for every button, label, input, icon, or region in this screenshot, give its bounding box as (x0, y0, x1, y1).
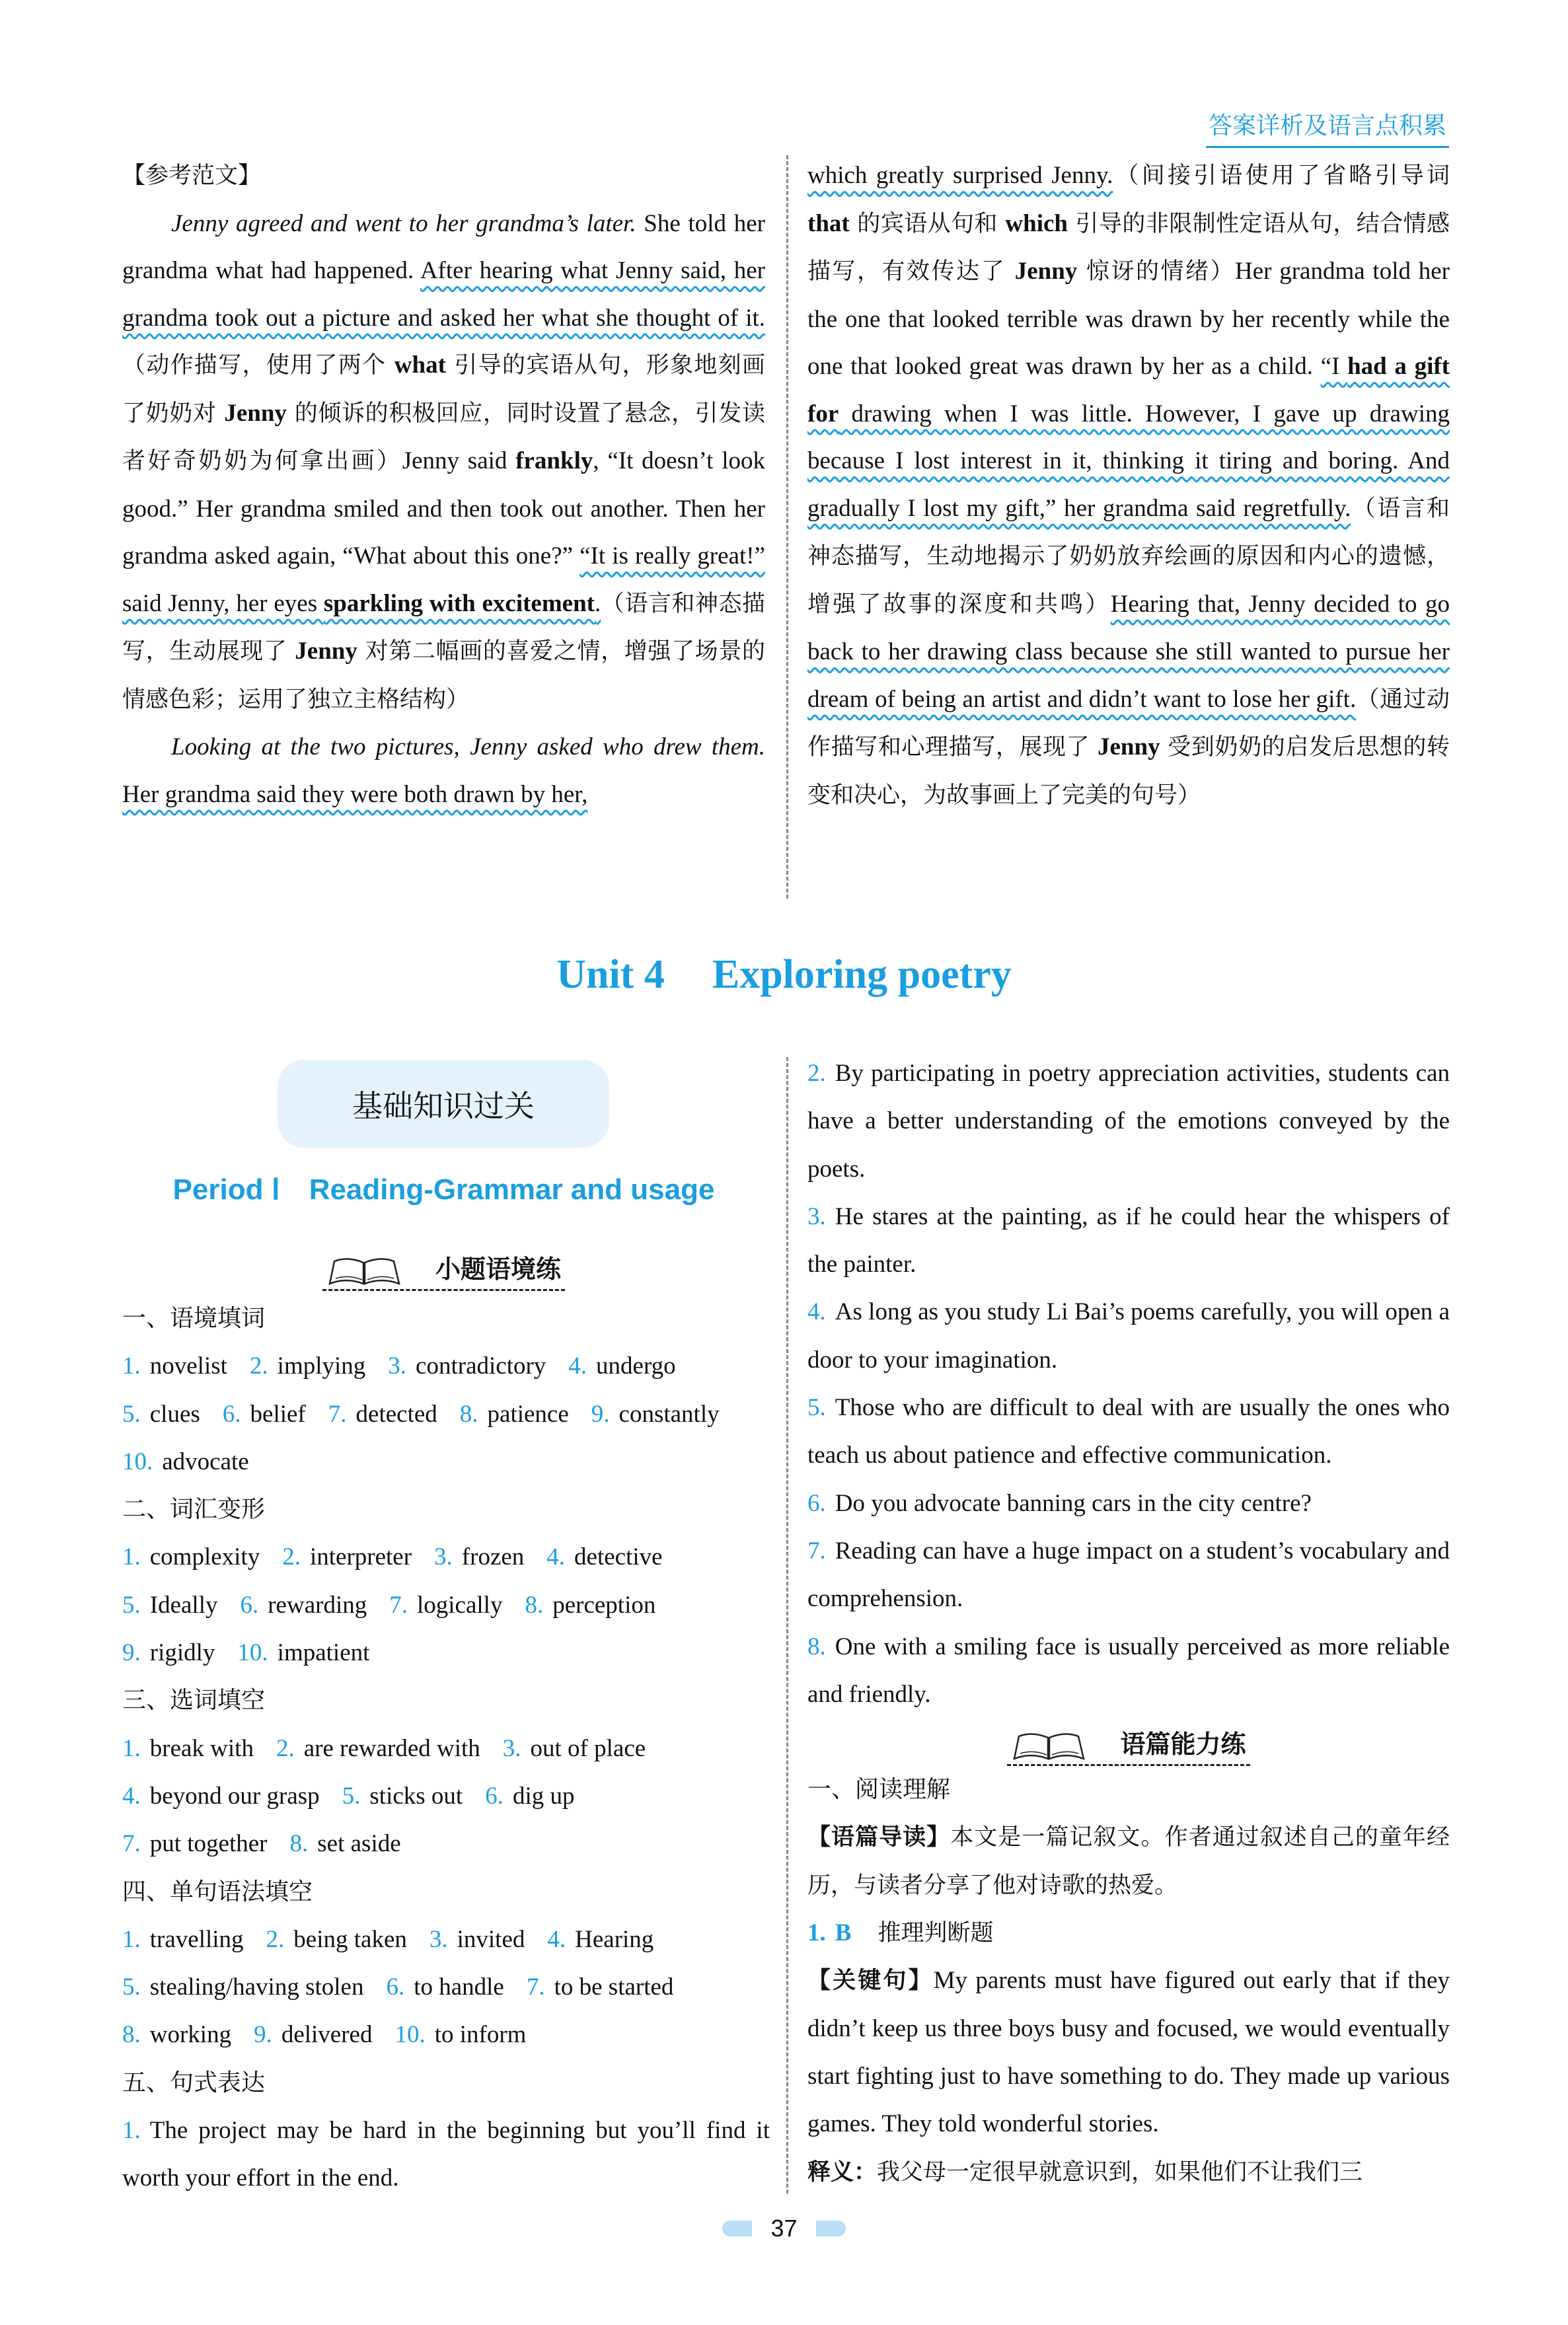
answer-number: 8. (525, 1591, 544, 1619)
answer-number: 5. (122, 1974, 141, 2001)
period-number: Period Ⅰ (172, 1173, 280, 1206)
answer-text: Reading can have a huge impact on a student’s vocabulary and comprehension. (807, 1537, 1450, 1613)
answer-number: 8. (459, 1400, 478, 1428)
highlighted-sentence: Hearing that, Jenny decided to go back to her drawing class because she still wanted to pursue her dream of being an artist and didn’t want to lose her gift. (807, 590, 1450, 713)
annotation-text: 引导的非限制性定语从句，结合情感描写，有效传达了 (807, 210, 1450, 285)
answer-number: 6. (485, 1782, 504, 1810)
answer-text: constantly (618, 1400, 720, 1428)
answer-text: belief (250, 1400, 306, 1428)
highlighted-sentence: which greatly surprised Jenny. (807, 162, 1113, 189)
answer-number: 5. (122, 1400, 141, 1428)
guide-text: 本文是一篇记叙文。作者通过叙述自己的童年经历，与读者分享了他对诗歌的热爱。 (807, 1824, 1450, 1899)
highlighted-sentence: “I (1320, 353, 1348, 380)
exercise-answers-right (807, 1050, 1450, 2196)
essay-text: She told her grandma what had happened. (122, 209, 765, 284)
paraphrase (807, 2149, 1450, 2196)
answer-line (122, 1533, 770, 1581)
answer-item (122, 1830, 268, 1857)
answer-item (546, 1543, 662, 1570)
annotation-text: （语言和神态描写，生动地揭示了奶奶放弃绘画的原因和内心的遗憾，增强了故事的深度和共鸣） (807, 495, 1450, 618)
highlighted-sentence: sparkling with excitement (323, 589, 595, 617)
answer-item (240, 1592, 367, 1619)
answer-text: dig up (512, 1782, 575, 1810)
answer-number: 7. (807, 1537, 826, 1565)
answer-number: 4. (122, 1782, 141, 1810)
answer-sentence (122, 2107, 770, 2203)
answer-text: advocate (162, 1448, 249, 1475)
annotation-text: （间接引语使用了省略引导词 (1113, 163, 1450, 189)
answer-number: 6. (807, 1489, 826, 1517)
answer-number: 9. (254, 2021, 272, 2049)
answer-number: 6. (222, 1400, 241, 1428)
answer-number: 10. (237, 1639, 268, 1667)
answer-text: beyond our grasp (149, 1782, 320, 1810)
answer-text: sticks out (369, 1782, 463, 1810)
unit-name: Exploring poetry (712, 952, 1012, 997)
answer-number: 1. (122, 1543, 141, 1571)
answer-text: travelling (149, 1925, 244, 1953)
answer-number: 9. (122, 1639, 141, 1667)
essay-text: Jenny (1014, 258, 1078, 285)
answer-text: detective (574, 1543, 663, 1571)
answer-text: complexity (149, 1543, 260, 1571)
model-essay-left-column (122, 152, 765, 818)
highlighted-sentence: Her grandma said they were both drawn by her, (122, 780, 588, 808)
exercise-group-title: 一、语境填词 (122, 1305, 266, 1332)
answer-text: working (149, 2021, 232, 2049)
answer-item (388, 1352, 546, 1380)
answer-number: 8. (122, 2021, 141, 2049)
highlighted-sentence: “It is really great!” said Jenny, her eyes (122, 542, 765, 617)
answer-text: to handle (414, 1974, 504, 2001)
essay-text: Jenny (1098, 733, 1160, 760)
answer-text: The project may be hard in the beginning but you’ll find it worth your effort in the end. (122, 2117, 770, 2192)
essay-paragraph (122, 723, 765, 818)
answer-item (122, 1401, 200, 1428)
annotation-text: 受到奶奶的启发后思想的转变和决心，为故事画上了完美的句号） (807, 734, 1450, 809)
answer-item (591, 1401, 720, 1428)
reading-guide (807, 1814, 1450, 1909)
answer-number: 1. (122, 2117, 141, 2145)
answer-item (527, 1974, 674, 2001)
answer-number: 1. (807, 1919, 826, 1947)
answer-text: detected (355, 1400, 437, 1428)
answer-text: He stares at the painting, as if he could hear the whispers of the painter. (807, 1202, 1450, 1278)
answer-text: clues (149, 1400, 200, 1428)
answer-item (122, 1543, 260, 1570)
essay-text: Jenny said (402, 447, 516, 474)
answer-text: Hearing (575, 1925, 654, 1953)
essay-text: Jenny (295, 638, 357, 665)
answer-item (290, 1830, 401, 1857)
guide-label: 【语篇导读】 (807, 1824, 951, 1851)
answer-item (394, 2021, 526, 2048)
answer-line (122, 1438, 770, 1486)
exercise-group-title: 三、选词填空 (122, 1687, 266, 1715)
answer-number: 7. (328, 1400, 347, 1428)
answer-item (429, 1926, 525, 1953)
answer-text: contradictory (416, 1352, 546, 1380)
reading-title: 一、阅读理解 (807, 1776, 951, 1804)
period-name: Reading-Grammar and usage (309, 1173, 715, 1206)
answer-sentence (807, 1288, 1450, 1384)
key-sentence (807, 1957, 1450, 2148)
answer-number: 1. (122, 1352, 141, 1380)
answer-text: By participating in poetry appreciation activities, students can have a better understanding of the emotions conveyed by the poets. (807, 1060, 1450, 1183)
answer-item (250, 1352, 365, 1380)
paraphrase-text: 我父母一定很早就意识到，如果他们不让我们三 (877, 2159, 1363, 2186)
answer-item (503, 1735, 646, 1762)
answer-number: 5. (807, 1394, 826, 1422)
answer-text: Those who are difficult to deal with are usually the ones who teach us about patience and effective communication. (807, 1394, 1450, 1469)
paraphrase-label: 释义： (807, 2159, 877, 2186)
essay-paragraph (122, 200, 765, 724)
annotation-text: 引导的宾语从句，形象地刻画了奶奶对 (122, 352, 765, 427)
answer-text: being taken (293, 1925, 407, 1953)
answer-item (122, 1352, 227, 1380)
answer-number: 5. (342, 1782, 361, 1810)
answer-line (122, 1582, 770, 1629)
answer-number: 3. (502, 1734, 521, 1762)
answer-text: undergo (596, 1352, 676, 1380)
answer-number: 3. (388, 1352, 407, 1380)
answer-number: 4. (568, 1352, 587, 1380)
answer-text: rigidly (149, 1639, 215, 1667)
model-essay-right-column (807, 152, 1450, 819)
highlighted-sentence: had a gift for (807, 353, 1450, 427)
answer-text: out of place (530, 1734, 646, 1762)
essay-text: which (1005, 209, 1068, 237)
essay-text: that (807, 209, 850, 237)
answer-type: 推理判断题 (877, 1920, 994, 1947)
annotation-text: 对第二幅画的喜爱之情，增强了场景的情感色彩；运用了独立主格结构） (122, 638, 765, 713)
answer-number: 7. (526, 1974, 545, 2001)
highlighted-sentence: . (595, 589, 601, 617)
column-divider (786, 155, 788, 899)
answer-number: 8. (289, 1830, 309, 1858)
answer-item (122, 1735, 254, 1762)
answer-line (122, 1820, 770, 1868)
answer-text: rewarding (268, 1591, 367, 1619)
answer-item (223, 1401, 306, 1428)
open-book-icon (326, 1255, 402, 1288)
answer-number: 2. (249, 1352, 268, 1380)
annotation-text: 的宾语从句和 (849, 210, 1006, 237)
answer-number: 7. (389, 1591, 408, 1619)
answer-number: 8. (807, 1633, 826, 1660)
answer-text: break with (149, 1734, 254, 1762)
answer-line (122, 1343, 770, 1390)
answer-number: 3. (807, 1202, 826, 1230)
answer-line (122, 1391, 770, 1438)
answer-text: perception (552, 1591, 656, 1619)
exercise-group-title: 二、词汇变形 (122, 1496, 266, 1524)
answer-text: interpreter (309, 1543, 412, 1571)
answer-item (389, 1592, 502, 1619)
annotation-text: 【参考范文】 (122, 163, 262, 189)
key-label: 【关键句】 (807, 1968, 934, 1995)
answer-number: 1. (122, 1734, 141, 1762)
answer-text: invited (457, 1925, 525, 1953)
essay-text: Looking at the two pictures, Jenny asked who drew them. (171, 733, 765, 760)
answer-sentence (807, 1050, 1450, 1193)
answer-number: 2. (276, 1734, 295, 1762)
essay-text: what (394, 351, 446, 379)
answer-item (237, 1639, 369, 1666)
answer-text: novelist (149, 1352, 227, 1380)
answer-item (266, 1926, 407, 1953)
answer-line (807, 1909, 1450, 1957)
answer-item (386, 1974, 504, 2001)
annotation-text: （语言和神态描写，生动展现了 (122, 590, 765, 665)
answer-item (122, 1592, 217, 1619)
answer-item (122, 1974, 363, 2001)
answer-line (122, 1629, 770, 1677)
answer-item (122, 1448, 249, 1475)
answer-sentence (807, 1528, 1450, 1623)
answer-text: are rewarded with (303, 1734, 480, 1762)
answer-text: impatient (277, 1639, 370, 1667)
answer-item (276, 1735, 480, 1762)
page-pill-right (816, 2221, 846, 2236)
answer-line (122, 1964, 770, 2011)
answer-text: to be started (554, 1974, 674, 2001)
answer-number: 4. (546, 1543, 566, 1571)
answer-item (328, 1401, 437, 1428)
page-number-text: 37 (770, 2215, 798, 2242)
essay-text: Jenny (224, 399, 287, 427)
answer-number: 9. (591, 1400, 610, 1428)
answer-text: set aside (317, 1830, 401, 1858)
essay-text: Jenny agreed and went to her grandma’s later. (171, 209, 636, 237)
answer-item (434, 1543, 524, 1570)
essay-text: , “It doesn’t look good.” Her grandma smiled and then took out another. Then her grandma asked again, “What about this one?” (122, 447, 765, 570)
highlighted-sentence: drawing when I was little. However, I gave up drawing because I lost interest in it, thinking it tiring and boring. And gradually I lost my gift,” her grandma said regretfully. (807, 400, 1450, 522)
answer-text: patience (487, 1400, 569, 1428)
answer-sentence (807, 1384, 1450, 1480)
page-number (0, 2215, 1568, 2242)
answer-number: 2. (266, 1925, 285, 1953)
answer-number: 6. (386, 1974, 405, 2001)
exercise-group-title: 五、句式表达 (122, 2069, 266, 2096)
answer-sentence (807, 1193, 1450, 1289)
answer-text: frozen (461, 1543, 525, 1571)
answer-number: 4. (807, 1298, 826, 1326)
answer-text: delivered (281, 2021, 373, 2049)
answer-text: stealing/having stolen (149, 1974, 364, 2001)
answer-number: 7. (122, 1830, 141, 1858)
essay-text: frankly (515, 447, 593, 474)
answer-line (122, 1725, 770, 1773)
exercise-answers-left (122, 1255, 770, 2203)
essay-paragraph (122, 152, 765, 200)
running-header: 答案详析及语言点积累 (1206, 107, 1449, 148)
exercise-group-title: 四、单句语法填空 (122, 1878, 313, 1905)
answer-item (122, 1639, 215, 1666)
page-pill-left (722, 2221, 752, 2236)
answer-text: to inform (434, 2021, 527, 2049)
answer-item (122, 2021, 231, 2048)
answer-item (254, 2021, 372, 2048)
answer-item (525, 1592, 655, 1619)
answer-text: As long as you study Li Bai’s poems carefully, you will open a door to your imagination. (807, 1298, 1450, 1374)
answer-item (122, 1783, 320, 1810)
answer-number: 2. (807, 1060, 826, 1087)
section-head-small-practice (122, 1243, 765, 1291)
answer-number: 2. (282, 1543, 301, 1571)
answer-line (122, 1916, 770, 1964)
answer-text: Ideally (149, 1591, 218, 1619)
annotation-text: （通过动作描写和心理描写，展现了 (807, 686, 1450, 760)
answer-item (282, 1543, 412, 1570)
section-head-label: 小题语境练 (435, 1255, 561, 1284)
key-text: My parents must have figured out early that if they didn’t keep us three boys busy and focused, we would eventually start fighting just to have something to do. They made up various games. They told wonderful stories. (807, 1967, 1450, 2138)
answer-number: 10. (122, 1448, 153, 1475)
answer-text: implying (277, 1352, 366, 1380)
section-head-label: 语篇能力练 (1120, 1730, 1246, 1759)
annotation-text: 惊讶的情绪） (1077, 258, 1235, 285)
answer-item (547, 1926, 653, 1953)
answer-text: put together (149, 1830, 268, 1858)
answer-text: One with a smiling face is usually perceived as more reliable and friendly. (807, 1633, 1450, 1708)
answer-number: 10. (394, 2021, 426, 2049)
answer-item (342, 1783, 463, 1810)
answer-number: 4. (547, 1925, 566, 1953)
highlighted-sentence: After hearing what Jenny said, her grandma took out a picture and asked her what she thought of it. (122, 257, 765, 332)
annotation-text: （动作描写，使用了两个 (122, 352, 394, 379)
answer-line (122, 1773, 770, 1820)
open-book-icon (1011, 1730, 1087, 1763)
answer-item (460, 1401, 569, 1428)
period-title (122, 1173, 765, 1206)
answer-line (122, 2011, 770, 2059)
answer-item (568, 1352, 675, 1380)
answer-text: logically (416, 1591, 503, 1619)
answer-choice: B (835, 1919, 852, 1947)
answer-number: 3. (434, 1543, 453, 1571)
unit-number: Unit 4 (556, 952, 665, 997)
essay-paragraph (807, 152, 1450, 819)
column-divider (786, 1057, 788, 2194)
answer-number: 5. (122, 1591, 141, 1619)
section-head-reading-practice (807, 1718, 1450, 1766)
section-banner: 基础知识过关 (278, 1060, 609, 1148)
answer-item (485, 1783, 574, 1810)
answer-item (122, 1926, 244, 1953)
answer-number: 1. (122, 1925, 141, 1953)
answer-number: 6. (240, 1591, 259, 1619)
essay-text: Her grandma told her the one that looked terrible was drawn by her recently while the one that looked great was drawn by her as a child. (807, 258, 1450, 380)
answer-number: 3. (429, 1925, 448, 1953)
unit-title (0, 951, 1568, 998)
answer-sentence (807, 1480, 1450, 1528)
answer-sentence (807, 1623, 1450, 1719)
annotation-text: 的倾诉的积极回应，同时设置了悬念，引发读者好奇奶奶为何拿出画） (122, 400, 765, 474)
answer-text: Do you advocate banning cars in the city centre? (835, 1489, 1312, 1517)
